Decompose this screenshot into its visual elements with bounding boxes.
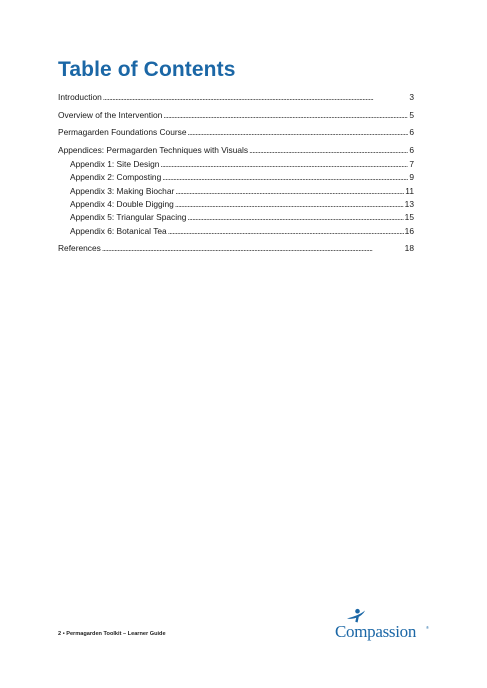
- toc-entry-label: Appendices: Permagarden Techniques with Visuals: [58, 144, 249, 155]
- toc-entry-overview[interactable]: [58, 110, 414, 120]
- toc-entry-page: 9: [409, 172, 414, 183]
- dot-leader: [102, 243, 404, 253]
- toc-entry-appendix-2[interactable]: [58, 172, 414, 182]
- dot-leader: [163, 110, 408, 120]
- toc-entry-appendix-5[interactable]: [58, 212, 414, 222]
- toc-entry-page: 18: [404, 243, 414, 254]
- toc-entry-label: Overview of the Intervention: [58, 109, 163, 120]
- toc-entry-page: 7: [409, 159, 414, 170]
- toc-entry-label: Appendix 6: Botanical Tea: [70, 225, 167, 236]
- logo-wordmark: Compassion: [335, 622, 417, 641]
- toc-entry-appendix-3[interactable]: [58, 186, 414, 196]
- toc-entry-references[interactable]: [58, 243, 414, 253]
- toc-entry-page: 6: [409, 127, 414, 138]
- toc-entry-appendix-1[interactable]: [58, 159, 414, 169]
- toc-entry-appendix-6[interactable]: [58, 226, 414, 236]
- toc-entry-label: Permagarden Foundations Course: [58, 127, 187, 138]
- dot-leader: [187, 212, 403, 222]
- dot-leader: [160, 159, 408, 169]
- toc-entry-page: 5: [409, 109, 414, 120]
- dot-leader: [168, 226, 404, 236]
- toc-entry-appendices[interactable]: [58, 145, 414, 155]
- toc-entry-introduction[interactable]: [58, 92, 414, 102]
- toc-entry-appendix-4[interactable]: [58, 199, 414, 209]
- toc-entry-label: References: [58, 243, 101, 254]
- dot-leader: [162, 172, 408, 182]
- toc-entry-label: Appendix 5: Triangular Spacing: [70, 212, 187, 223]
- dot-leader: [188, 127, 409, 137]
- dot-leader: [175, 199, 404, 209]
- toc-entry-page: 3: [409, 92, 414, 102]
- toc-entry-foundations-course[interactable]: [58, 127, 414, 137]
- toc-entry-label: Appendix 2: Composting: [70, 172, 162, 183]
- page-footer: [58, 631, 166, 637]
- page-title: Table of Contents: [58, 58, 236, 81]
- footer-separator: •: [62, 631, 65, 637]
- dot-leader: [175, 186, 404, 196]
- toc-entry-label: Appendix 3: Making Biochar: [70, 185, 175, 196]
- toc-entry-page: 6: [409, 144, 414, 155]
- toc-entry-label: Introduction: [58, 92, 102, 102]
- toc-entry-label: Appendix 4: Double Digging: [70, 199, 174, 210]
- toc-entry-label: Appendix 1: Site Design: [70, 159, 160, 170]
- table-of-contents: [58, 92, 414, 261]
- compassion-logo: [333, 608, 431, 644]
- toc-entry-page: 15: [404, 212, 414, 223]
- dot-leader: [249, 145, 408, 155]
- footer-page-number: 2: [58, 631, 62, 637]
- dot-leader: [103, 92, 409, 102]
- registered-mark: ®: [426, 625, 429, 630]
- toc-entry-page: 16: [404, 225, 414, 236]
- toc-entry-page: 13: [404, 199, 414, 210]
- toc-entry-page: 11: [405, 185, 414, 196]
- footer-doc-title: Permagarden Toolkit – Learner Guide: [66, 631, 166, 637]
